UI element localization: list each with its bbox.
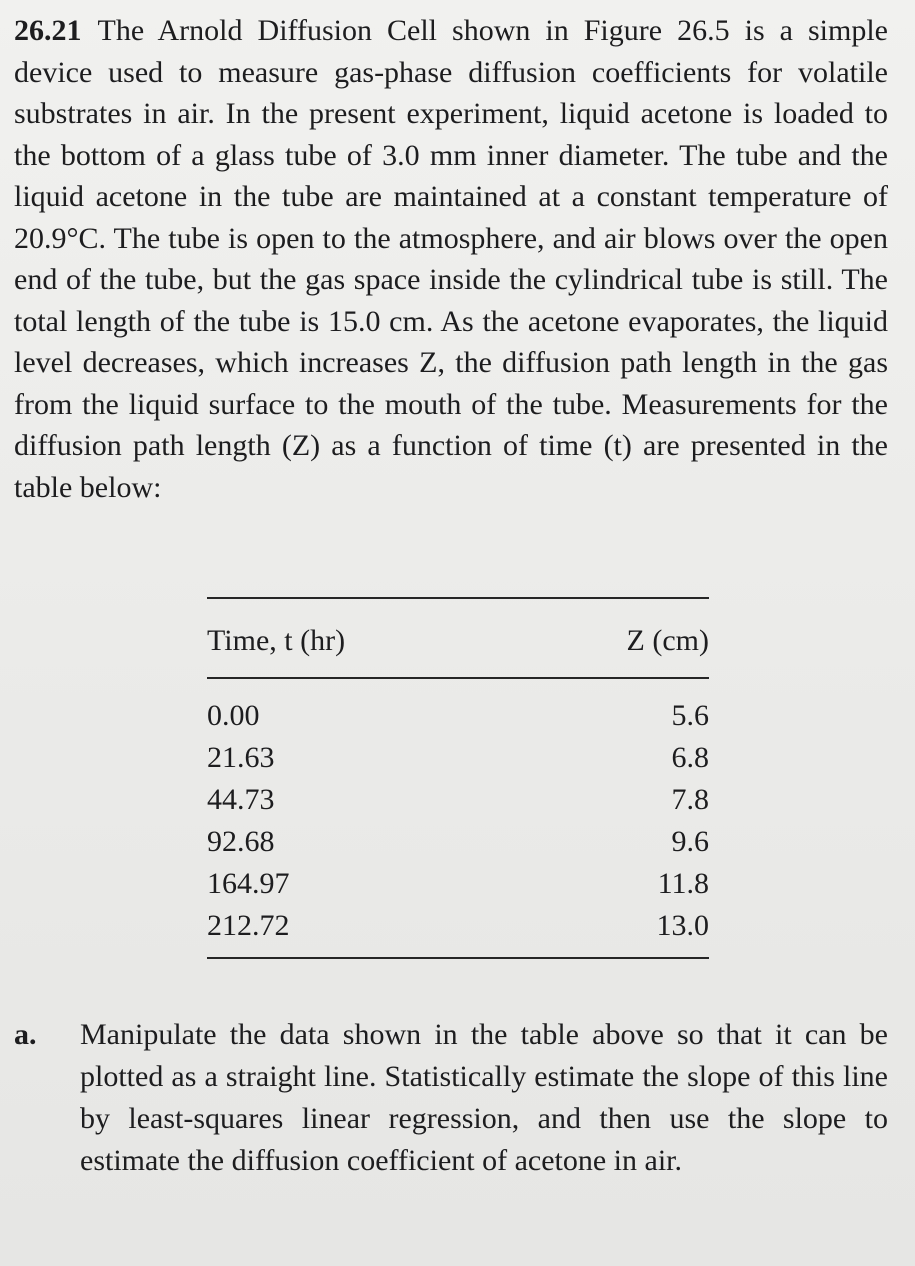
table-row: [207, 737, 709, 779]
problem-number: 26.21: [14, 14, 82, 47]
column-header-z: Z (cm): [626, 624, 709, 657]
table-top-rule: [207, 597, 709, 599]
z-cell: 11.8: [657, 867, 709, 900]
question-text: Manipulate the data shown in the table above so that it can be plotted as a straight line. Statistically estimate the slope of this line by least-squares linear regression, and then use the slope to estimate the diffusion coefficient of acetone in air.: [80, 1018, 888, 1177]
question-a: [14, 1014, 888, 1182]
z-cell: 9.6: [671, 825, 709, 858]
table-header-rule: [207, 677, 709, 679]
z-cell: 13.0: [656, 909, 709, 942]
table-row: [207, 695, 709, 737]
table-row: [207, 821, 709, 863]
table-row: [207, 779, 709, 821]
z-cell: 5.6: [671, 699, 709, 732]
problem-text: The Arnold Diffusion Cell shown in Figure 26.5 is a simple device used to measure gas-phase diffusion coefficients for volatile substrates in air. In the present experiment, liquid acetone is loaded to the bottom of a glass tube of 3.0 mm inner diameter. The tube and the liquid acetone in the tube are maintained at a constant temperature of 20.9°C. The tube is open to the atmosphere, and air blows over the open end of the tube, but the gas space inside the cylindrical tube is still. The total length of the tube is 15.0 cm. As the acetone evaporates, the liquid level decreases, which increases Z, the diffusion path length in the gas from the liquid surface to the mouth of the tube. Measurements for the diffusion path length (Z) as a function of time (t) are presented in the table below:: [14, 14, 888, 504]
data-table: [207, 597, 709, 959]
time-cell: 92.68: [207, 825, 275, 858]
time-cell: 0.00: [207, 699, 260, 732]
table-row: [207, 863, 709, 905]
question-letter: a.: [14, 1018, 37, 1051]
table-row: [207, 905, 709, 947]
z-cell: 6.8: [671, 741, 709, 774]
table-bottom-rule: [207, 957, 709, 959]
column-header-time: Time, t (hr): [207, 624, 346, 657]
table-header-row: [207, 619, 709, 663]
time-cell: 44.73: [207, 783, 275, 816]
time-cell: 21.63: [207, 741, 275, 774]
time-cell: 212.72: [207, 909, 290, 942]
z-cell: 7.8: [671, 783, 709, 816]
time-cell: 164.97: [207, 867, 290, 900]
problem-statement: [14, 10, 888, 508]
